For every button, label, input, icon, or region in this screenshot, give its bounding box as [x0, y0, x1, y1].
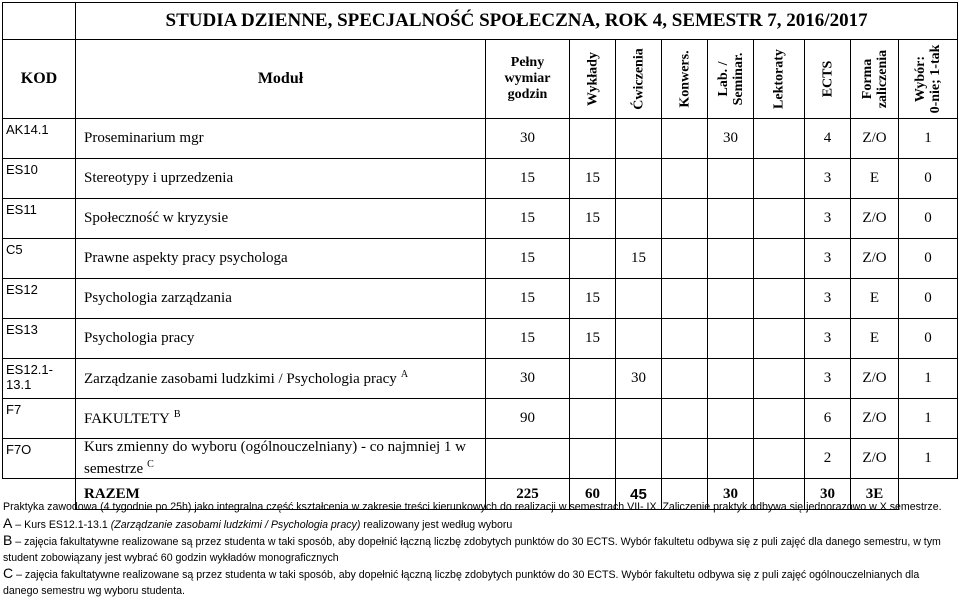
row-modul: [76, 159, 486, 199]
row-modul-text: Kurs zmienny do wyboru (ogólnouczelniany) - co najmniej 1 w semestrze: [84, 439, 466, 477]
row-wybor: 1: [899, 119, 958, 159]
header-konwers: Konwers.: [662, 40, 708, 119]
row-modul-text: Proseminarium mgr: [84, 130, 204, 146]
table-row: [3, 159, 958, 199]
header-lab-seminar: Lab. / Seminar.: [708, 40, 754, 119]
row-wyklady: [570, 439, 616, 479]
row-wyklady: [570, 119, 616, 159]
row-forma: E: [851, 319, 899, 359]
row-wybor: 0: [899, 199, 958, 239]
row-ects: 3: [805, 319, 851, 359]
row-konwers: [662, 279, 708, 319]
row-pelny: 15: [486, 159, 570, 199]
table-row: [3, 239, 958, 279]
note-b: B – zajęcia fakultatywne realizowane są przez studenta w taki sposób, aby dopełnić łączną liczbę zdobytych punktów do 30 ECTS. Wybór fakultetu odbywa się z puli zajęć dla danego semestru, w tym student zobowiązany jest wybrać 60 godzin wykładów monograficznych: [3, 532, 941, 564]
row-wyklady: 15: [570, 199, 616, 239]
row-cwiczenia: [616, 319, 662, 359]
row-forma: Z/O: [851, 199, 899, 239]
row-modul-text: Prawne aspekty pracy psychologa: [84, 250, 288, 266]
table-title: STUDIA DZIENNE, SPECJALNOŚĆ SPOŁECZNA, ROK 4, SEMESTR 7, 2016/2017: [76, 3, 958, 40]
row-forma: Z/O: [851, 399, 899, 439]
row-wyklady: 15: [570, 319, 616, 359]
row-kod: F7: [3, 399, 76, 439]
note-a: A – Kurs ES12.1-13.1 (Zarządzanie zasobami ludzkimi / Psychologia pracy) realizowany jest według wyboru: [3, 514, 513, 531]
row-lab: [708, 199, 754, 239]
row-lektoraty: [754, 279, 805, 319]
header-kod: KOD: [3, 40, 76, 119]
total-label: RAZEM: [76, 479, 486, 510]
row-lektoraty: [754, 239, 805, 279]
row-ects: 6: [805, 399, 851, 439]
row-wyklady: [570, 359, 616, 399]
row-lab: [708, 279, 754, 319]
row-modul: [76, 399, 486, 439]
total-lab: 30: [708, 479, 754, 510]
row-modul: [76, 439, 486, 479]
row-kod: ES12: [3, 279, 76, 319]
row-wybor: 1: [899, 399, 958, 439]
row-ects: 3: [805, 239, 851, 279]
row-pelny: 15: [486, 239, 570, 279]
row-modul: [76, 199, 486, 239]
header-row: [3, 40, 958, 119]
row-konwers: [662, 439, 708, 479]
row-wybor: 0: [899, 239, 958, 279]
row-lektoraty: [754, 439, 805, 479]
row-modul-text: Psychologia pracy: [84, 330, 195, 346]
note-c: C – zajęcia fakultatywne realizowane są przez studenta w taki sposób, aby dopełnić łączną liczbę zdobytych punktów do 30 ECTS. Wybór fakultetu odbywa się z puli zajęć ogólnouczelnianych dla danego semestru wg wyboru studenta.: [3, 565, 920, 597]
table-row: [3, 119, 958, 159]
row-lektoraty: [754, 199, 805, 239]
row-konwers: [662, 399, 708, 439]
row-pelny: 30: [486, 119, 570, 159]
row-modul-text: Stereotypy i uprzedzenia: [84, 170, 234, 186]
row-ects: 3: [805, 359, 851, 399]
row-cwiczenia: [616, 159, 662, 199]
row-modul-text: Społeczność w kryzysie: [84, 210, 229, 226]
row-konwers: [662, 359, 708, 399]
row-konwers: [662, 159, 708, 199]
row-kod: ES11: [3, 199, 76, 239]
row-cwiczenia: [616, 399, 662, 439]
row-pelny: 15: [486, 319, 570, 359]
row-cwiczenia: [616, 439, 662, 479]
table-row: [3, 359, 958, 399]
row-ects: 3: [805, 279, 851, 319]
row-wybor: 0: [899, 319, 958, 359]
table-row: [3, 439, 958, 479]
row-wyklady: 15: [570, 279, 616, 319]
row-cwiczenia: 30: [616, 359, 662, 399]
row-wybor: 1: [899, 439, 958, 479]
row-konwers: [662, 319, 708, 359]
row-lektoraty: [754, 359, 805, 399]
row-wyklady: 15: [570, 159, 616, 199]
row-modul: [76, 359, 486, 399]
total-pelny: 225: [486, 479, 570, 510]
row-lektoraty: [754, 319, 805, 359]
row-kod: AK14.1: [3, 119, 76, 159]
row-lektoraty: [754, 159, 805, 199]
row-footnote-marker: B: [173, 409, 181, 420]
row-footnote-marker: A: [400, 369, 409, 380]
row-lab: [708, 439, 754, 479]
row-footnote-marker: C: [147, 459, 154, 470]
row-wyklady: [570, 239, 616, 279]
note-praktyka: Praktyka zawodowa (4 tygodnie po 25h) jako integralna część kształcenia w zakresie treści kierunkowych do realizacji w semestrach VII- IX. Zaliczenie praktyk odbywa się jednorazowo w X semestrze.: [3, 501, 942, 513]
row-cwiczenia: 15: [616, 239, 662, 279]
header-modul: Moduł: [76, 40, 486, 119]
row-forma: Z/O: [851, 359, 899, 399]
row-wyklady: [570, 399, 616, 439]
row-cwiczenia: [616, 119, 662, 159]
row-forma: E: [851, 159, 899, 199]
row-kod: F7O: [3, 439, 76, 479]
row-konwers: [662, 239, 708, 279]
row-lab: [708, 319, 754, 359]
header-lektoraty: Lektoraty: [754, 40, 805, 119]
row-modul: [76, 279, 486, 319]
total-ects: 30: [805, 479, 851, 510]
row-wybor: 0: [899, 159, 958, 199]
row-forma: Z/O: [851, 119, 899, 159]
row-pelny: [486, 439, 570, 479]
row-lab: 30: [708, 119, 754, 159]
header-ects: ECTS: [805, 40, 851, 119]
total-wyklady: 60: [570, 479, 616, 510]
row-konwers: [662, 199, 708, 239]
row-modul: [76, 239, 486, 279]
header-pelny-wymiar: Pełny wymiar godzin: [486, 40, 570, 119]
row-cwiczenia: [616, 199, 662, 239]
row-lab: [708, 239, 754, 279]
header-wyklady: Wykłady: [570, 40, 616, 119]
row-modul-text: Psychologia zarządzania: [84, 290, 232, 306]
row-lab: [708, 159, 754, 199]
row-cwiczenia: [616, 279, 662, 319]
study-plan-table: [2, 2, 958, 510]
total-cwiczenia: 45: [616, 479, 662, 510]
row-ects: 2: [805, 439, 851, 479]
row-wybor: 0: [899, 279, 958, 319]
total-forma: 3E: [851, 479, 899, 510]
row-pelny: 15: [486, 199, 570, 239]
row-ects: 4: [805, 119, 851, 159]
row-pelny: 15: [486, 279, 570, 319]
row-lektoraty: [754, 399, 805, 439]
row-modul-text: FAKULTETY: [84, 411, 170, 427]
footnotes: [3, 500, 955, 599]
row-kod: ES10: [3, 159, 76, 199]
row-lektoraty: [754, 119, 805, 159]
row-forma: Z/O: [851, 439, 899, 479]
row-konwers: [662, 119, 708, 159]
row-pelny: 90: [486, 399, 570, 439]
table-row: [3, 319, 958, 359]
row-modul: [76, 319, 486, 359]
row-forma: Z/O: [851, 239, 899, 279]
row-kod: C5: [3, 239, 76, 279]
row-kod: ES12.1-13.1: [3, 359, 76, 399]
row-lab: [708, 359, 754, 399]
row-kod: ES13: [3, 319, 76, 359]
table-row: [3, 399, 958, 439]
row-ects: 3: [805, 159, 851, 199]
header-cwiczenia: Ćwiczenia: [616, 40, 662, 119]
row-lab: [708, 399, 754, 439]
row-wybor: 1: [899, 359, 958, 399]
header-forma-zaliczenia: Forma zaliczenia: [851, 40, 899, 119]
row-forma: E: [851, 279, 899, 319]
header-wybor: Wybór: 0-nie; 1-tak: [899, 40, 958, 119]
table-row: [3, 199, 958, 239]
row-modul-text: Zarządzanie zasobami ludzkimi / Psychologia pracy: [84, 371, 397, 387]
row-modul: [76, 119, 486, 159]
table-row: [3, 279, 958, 319]
row-ects: 3: [805, 199, 851, 239]
row-pelny: 30: [486, 359, 570, 399]
